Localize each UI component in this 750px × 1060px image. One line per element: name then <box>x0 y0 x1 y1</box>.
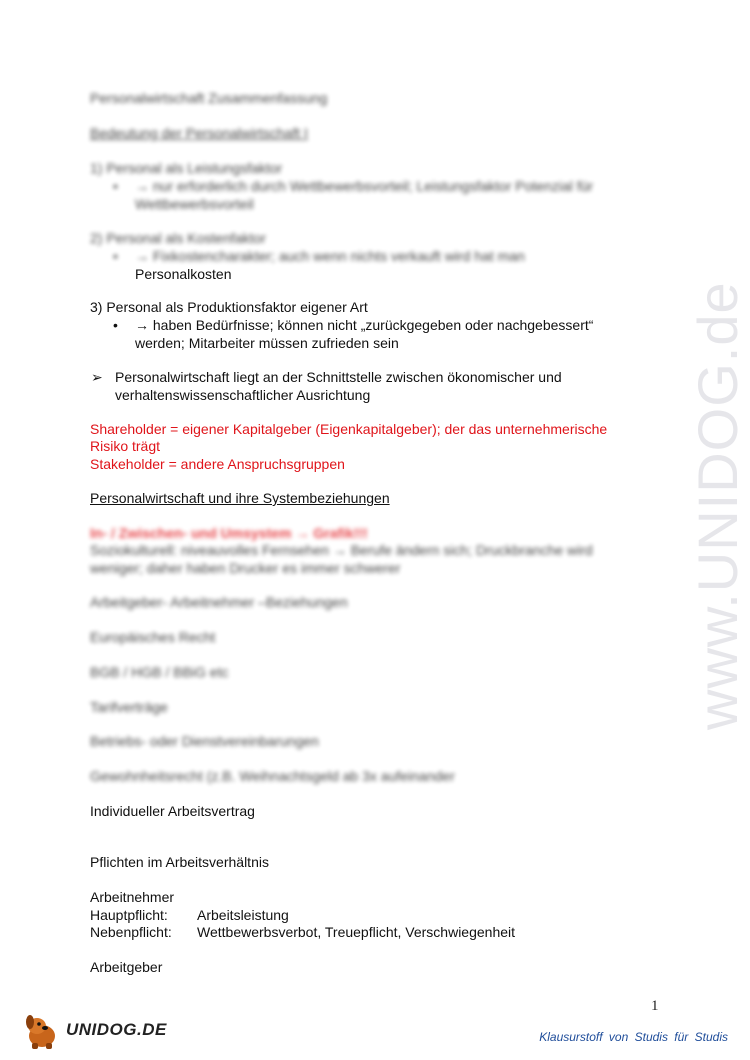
stakeholder-definition: Stakeholder = andere Anspruchsgruppen <box>90 456 345 472</box>
law-item: Tarifverträge <box>90 699 168 715</box>
arrow-item-text: Personalwirtschaft liegt an der Schnittstelle zwischen ökonomischer und <box>115 369 562 385</box>
shareholder-definition-cont: Risiko trägt <box>90 438 161 454</box>
list-item-3-sub: → haben Bedürfnisse; können nicht „zurückgegeben oder nachgebessert“ <box>135 317 594 333</box>
bullet-icon: • <box>113 178 118 194</box>
law-item: BGB / HGB / BBiG etc <box>90 664 229 680</box>
arrow-icon: → <box>135 178 149 194</box>
doc-title: Personalwirtschaft Zusammenfassung <box>90 90 328 106</box>
hauptpflicht-row <box>90 906 289 924</box>
arbeitnehmer-label: Arbeitnehmer <box>90 889 175 905</box>
law-item-clear: Individueller Arbeitsvertrag <box>90 803 255 819</box>
bullet-icon: • <box>113 317 118 333</box>
footer-tagline: Klausurstoff von Studis für Studis <box>539 1030 728 1044</box>
nebenpflicht-label: Nebenpflicht: <box>90 924 172 940</box>
arrow-item-text-cont: verhaltenswissenschaftlicher Ausrichtung <box>115 387 371 403</box>
law-item: Gewohnheitsrecht (z.B. Weihnachtsgeld ab 3x aufeinander <box>90 768 455 784</box>
page-number: 1 <box>651 998 659 1014</box>
list-item-1-sub: → nur erforderlich durch Wettbewerbsvorteil; Leistungsfaktor Potenzial für <box>135 178 594 194</box>
section-heading-bedeutung: Bedeutung der Personalwirtschaft I <box>90 125 308 141</box>
soziokulturell-text-cont: weniger; daher haben Drucker es immer schwerer <box>90 560 401 576</box>
list-item-2-sub-cont: Personalkosten <box>135 266 232 282</box>
list-item-1: 1) Personal als Leistungsfaktor <box>90 160 283 176</box>
logo-text: UNIDOG.DE <box>66 1020 167 1039</box>
hauptpflicht-value: Arbeitsleistung <box>197 907 289 923</box>
list-item-2-sub: → Fixkostencharakter; auch wenn nichts verkauft wird hat man <box>135 248 525 264</box>
dog-icon <box>22 1012 66 1052</box>
section-heading-systembeziehungen: Personalwirtschaft und ihre Systembeziehungen <box>90 490 390 506</box>
watermark: www.UNIDOG.de <box>686 281 749 730</box>
soziokulturell-text: Soziokulturell: niveauvolles Fernsehen → Berufe ändern sich; Druckbranche wird <box>90 542 593 558</box>
law-item: Betriebs- oder Dienstvereinbarungen <box>90 733 319 749</box>
list-item-3-sub-cont: werden; Mitarbeiter müssen zufrieden sein <box>135 335 399 351</box>
list-item-1-sub-cont: Wettbewerbsvorteil <box>135 196 254 212</box>
arrow-icon: → <box>135 317 149 333</box>
check-arrow-icon: ➢ <box>91 369 103 385</box>
nebenpflicht-value: Wettbewerbsverbot, Treuepflicht, Verschwiegenheit <box>197 924 516 940</box>
list-item-2: 2) Personal als Kostenfaktor <box>90 230 266 246</box>
shareholder-definition: Shareholder = eigener Kapitalgeber (Eigenkapitalgeber); der das unternehmerische <box>90 421 608 437</box>
bullet-icon: • <box>113 248 118 264</box>
nebenpflicht-row <box>90 923 515 941</box>
law-item: Europäisches Recht <box>90 629 216 645</box>
unidog-logo <box>22 1012 167 1052</box>
law-item: Arbeitgeber- Arbeitnehmer –Beziehungen <box>90 594 348 610</box>
list-item-3: 3) Personal als Produktionsfaktor eigener Art <box>90 299 368 315</box>
section-heading-pflichten: Pflichten im Arbeitsverhältnis <box>90 854 269 870</box>
red-heading-umsystem: In- / Zwischen- und Umsystem → Grafik!!! <box>90 525 368 541</box>
arbeitgeber-label: Arbeitgeber <box>90 959 163 975</box>
hauptpflicht-label: Hauptpflicht: <box>90 907 168 923</box>
arrow-icon: → <box>135 248 149 264</box>
